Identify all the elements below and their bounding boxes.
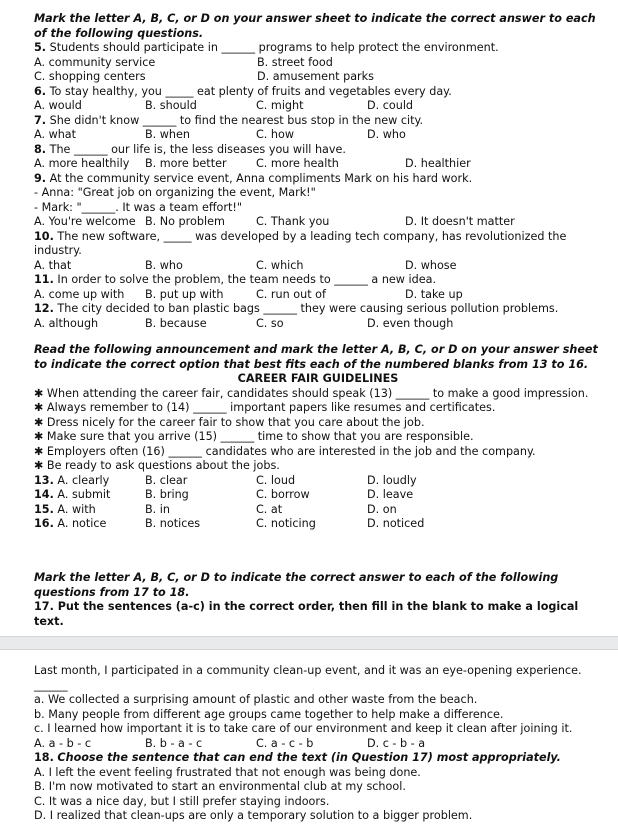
part3-section bbox=[34, 571, 602, 629]
question-8: 8. The ______ our life is, the less diseases you will have. A. more healthily B. more better C. more health D. healthier bbox=[34, 142, 471, 170]
question-17-prompt: 17. Put the sentences (a-c) in the correct order, then fill in the blank to make a logical text. bbox=[34, 600, 579, 628]
part4-section bbox=[34, 664, 602, 824]
bullet-13: ✱ When attending the career fair, candidates should speak (13) ______ to make a good impression. bbox=[34, 386, 589, 400]
sentence-b: b. Many people from different age groups came together to help make a difference. bbox=[34, 707, 504, 721]
question-9: 9. At the community service event, Anna compliments Mark on his hard work. - Anna: "Great job on organizing the event, Mark!" - Mark: "______. It was a team effort!" A. You're welcome B. No problem C. Thank you D. It doesn't matter bbox=[34, 171, 515, 228]
question-6: 6. To stay healthy, you _____ eat plenty of fruits and vegetables every day. A. would B. should C. might D. could bbox=[34, 84, 452, 112]
options-17: A. a - b - c B. b - a - c C. a - c - b D. c - b - a bbox=[34, 736, 426, 750]
question-18: 18. Choose the sentence that can end the text (in Question 17) most appropriately. bbox=[34, 751, 561, 764]
bullet-14: ✱ Always remember to (14) ______ important papers like resumes and certificates. bbox=[34, 401, 496, 414]
question-7: 7. She didn't know ______ to find the nearest bus stop in the new city. A. what B. when C. how D. who bbox=[34, 113, 424, 141]
q18-option-a: A. I left the event feeling frustrated that not enough was being done. bbox=[34, 765, 421, 779]
bullet-16: ✱ Employers often (16) ______ candidates who are interested in the job and the company. bbox=[34, 444, 536, 458]
q18-option-c: C. It was a nice day, but I still prefer staying indoors. bbox=[34, 794, 330, 808]
part1-instruction: Mark the letter A, B, C, or D on your answer sheet to indicate the correct answer to each of the following questions. bbox=[34, 12, 596, 40]
bullet-questions: ✱ Be ready to ask questions about the jobs. bbox=[34, 459, 280, 472]
question-11: 11. In order to solve the problem, the team needs to ______ a new idea. A. come up with B. put up with C. run out of D. take up bbox=[34, 273, 463, 301]
bullet-dress: ✱ Dress nicely for the career fair to show that you care about the job. bbox=[34, 415, 425, 429]
page-divider bbox=[0, 636, 618, 650]
sentence-a: a. We collected a surprising amount of plastic and other waste from the beach. bbox=[34, 693, 478, 706]
options-13: 13. A. clearly B. clear C. loud D. loudly bbox=[34, 473, 417, 487]
question-12: 12. The city decided to ban plastic bags ______ they were causing serious pollution problems. A. although B. because C. so D. even though bbox=[34, 302, 559, 330]
passage-intro: Last month, I participated in a community clean-up event, and it was an eye-opening experience. bbox=[34, 664, 582, 677]
sentence-c: c. I learned how important it is to take care of our environment and keep it clean after joining it. bbox=[34, 722, 573, 735]
question-5: 5. Students should participate in ______ programs to help protect the environment. A. community service B. street food C. shopping centers D. amusement parks bbox=[34, 41, 499, 83]
part2-section bbox=[34, 343, 602, 532]
part3-instruction: Mark the letter A, B, C, or D to indicate the correct answer to each of the following questions from 17 to 18. bbox=[34, 571, 559, 599]
question-10: 10. The new software, _____ was developed by a leading tech company, has revolutionized the industry. A. that B. who C. which D. whose bbox=[34, 229, 567, 272]
options-15: 15. A. with B. in C. at D. on bbox=[34, 502, 397, 516]
options-14: 14. A. submit B. bring C. borrow D. leave bbox=[34, 488, 414, 501]
q18-option-b: B. I'm now motivated to start an environmental club at my school. bbox=[34, 780, 406, 793]
options-16: 16. A. notice B. notices C. noticing D. noticed bbox=[34, 517, 425, 530]
passage-blank: ______ bbox=[34, 678, 68, 692]
announcement-title: CAREER FAIR GUIDELINES bbox=[237, 372, 399, 385]
bullet-15: ✱ Make sure that you arrive (15) ______ time to show that you are responsible. bbox=[34, 430, 474, 443]
q18-option-d: D. I realized that clean-ups are only a temporary solution to a bigger problem. bbox=[34, 809, 473, 822]
part2-instruction: Read the following announcement and mark the letter A, B, C, or D on your answer sheet to indicate the correct option that best fits each of the numbered blanks from 13 to 16. bbox=[34, 343, 598, 371]
part1-section bbox=[34, 12, 602, 331]
